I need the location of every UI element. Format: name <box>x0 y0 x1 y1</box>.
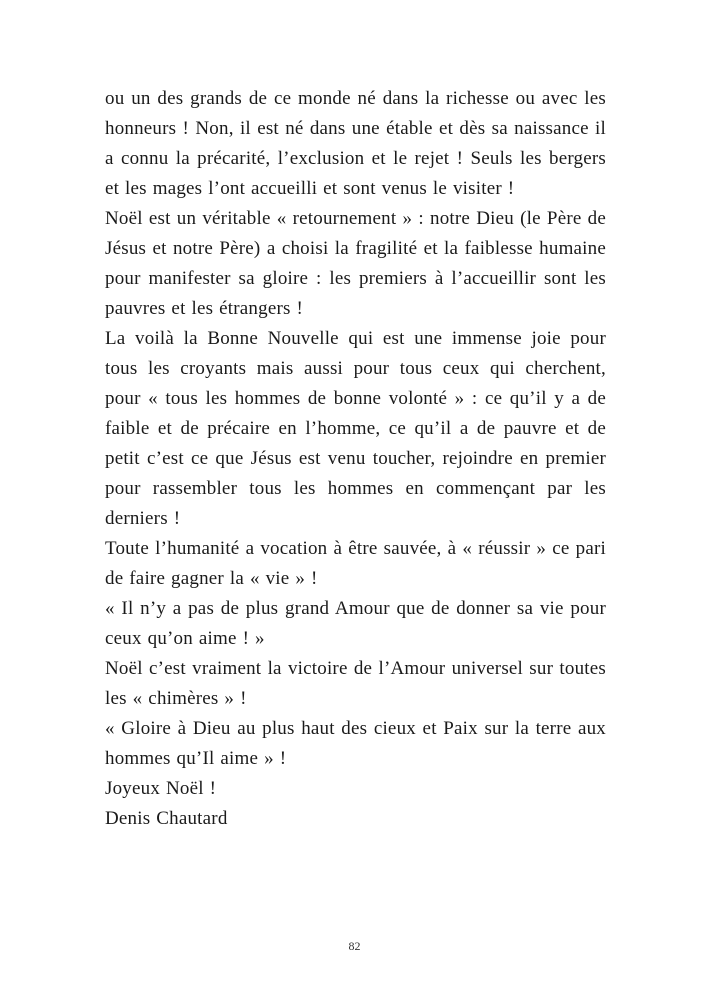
paragraph: « Il n’y a pas de plus grand Amour que de donner sa vie pour ceux qu’on aime ! » <box>105 598 606 649</box>
document-body <box>105 84 606 834</box>
paragraph: Noël est un véritable « retournement » : notre Dieu (le Père de Jésus et notre Père) a choisi la fragilité et la faiblesse humaine pour manifester sa gloire : les premiers à l’accueillir sont les pauvres et les étrangers ! <box>105 208 606 319</box>
paragraph: ou un des grands de ce monde né dans la richesse ou avec les honneurs ! Non, il est né dans une étable et dès sa naissance il a connu la précarité, l’exclusion et le rejet ! Seuls les bergers et les mages l’ont accueilli et sont venus le visiter ! <box>105 88 606 199</box>
paragraph: La voilà la Bonne Nouvelle qui est une immense joie pour tous les croyants mais aussi pour tous ceux qui cherchent, pour « tous les hommes de bonne volonté » : ce qu’il y a de faible et de précaire en l’homme, ce qu’il a de pauvre et de petit c’est ce que Jésus est venu toucher, rejoindre en premier pour rassembler tous les hommes en commençant par les derniers ! <box>105 328 606 529</box>
paragraph: Toute l’humanité a vocation à être sauvée, à « réussir » ce pari de faire gagner la « vie » ! <box>105 538 606 589</box>
paragraph: Noël c’est vraiment la victoire de l’Amour universel sur toutes les « chimères » ! <box>105 658 606 709</box>
page-number: 82 <box>348 939 361 953</box>
paragraph: « Gloire à Dieu au plus haut des cieux et Paix sur la terre aux hommes qu’Il aime » ! <box>105 718 606 769</box>
paragraph: Denis Chautard <box>105 808 228 829</box>
paragraph: Joyeux Noël ! <box>105 778 217 799</box>
